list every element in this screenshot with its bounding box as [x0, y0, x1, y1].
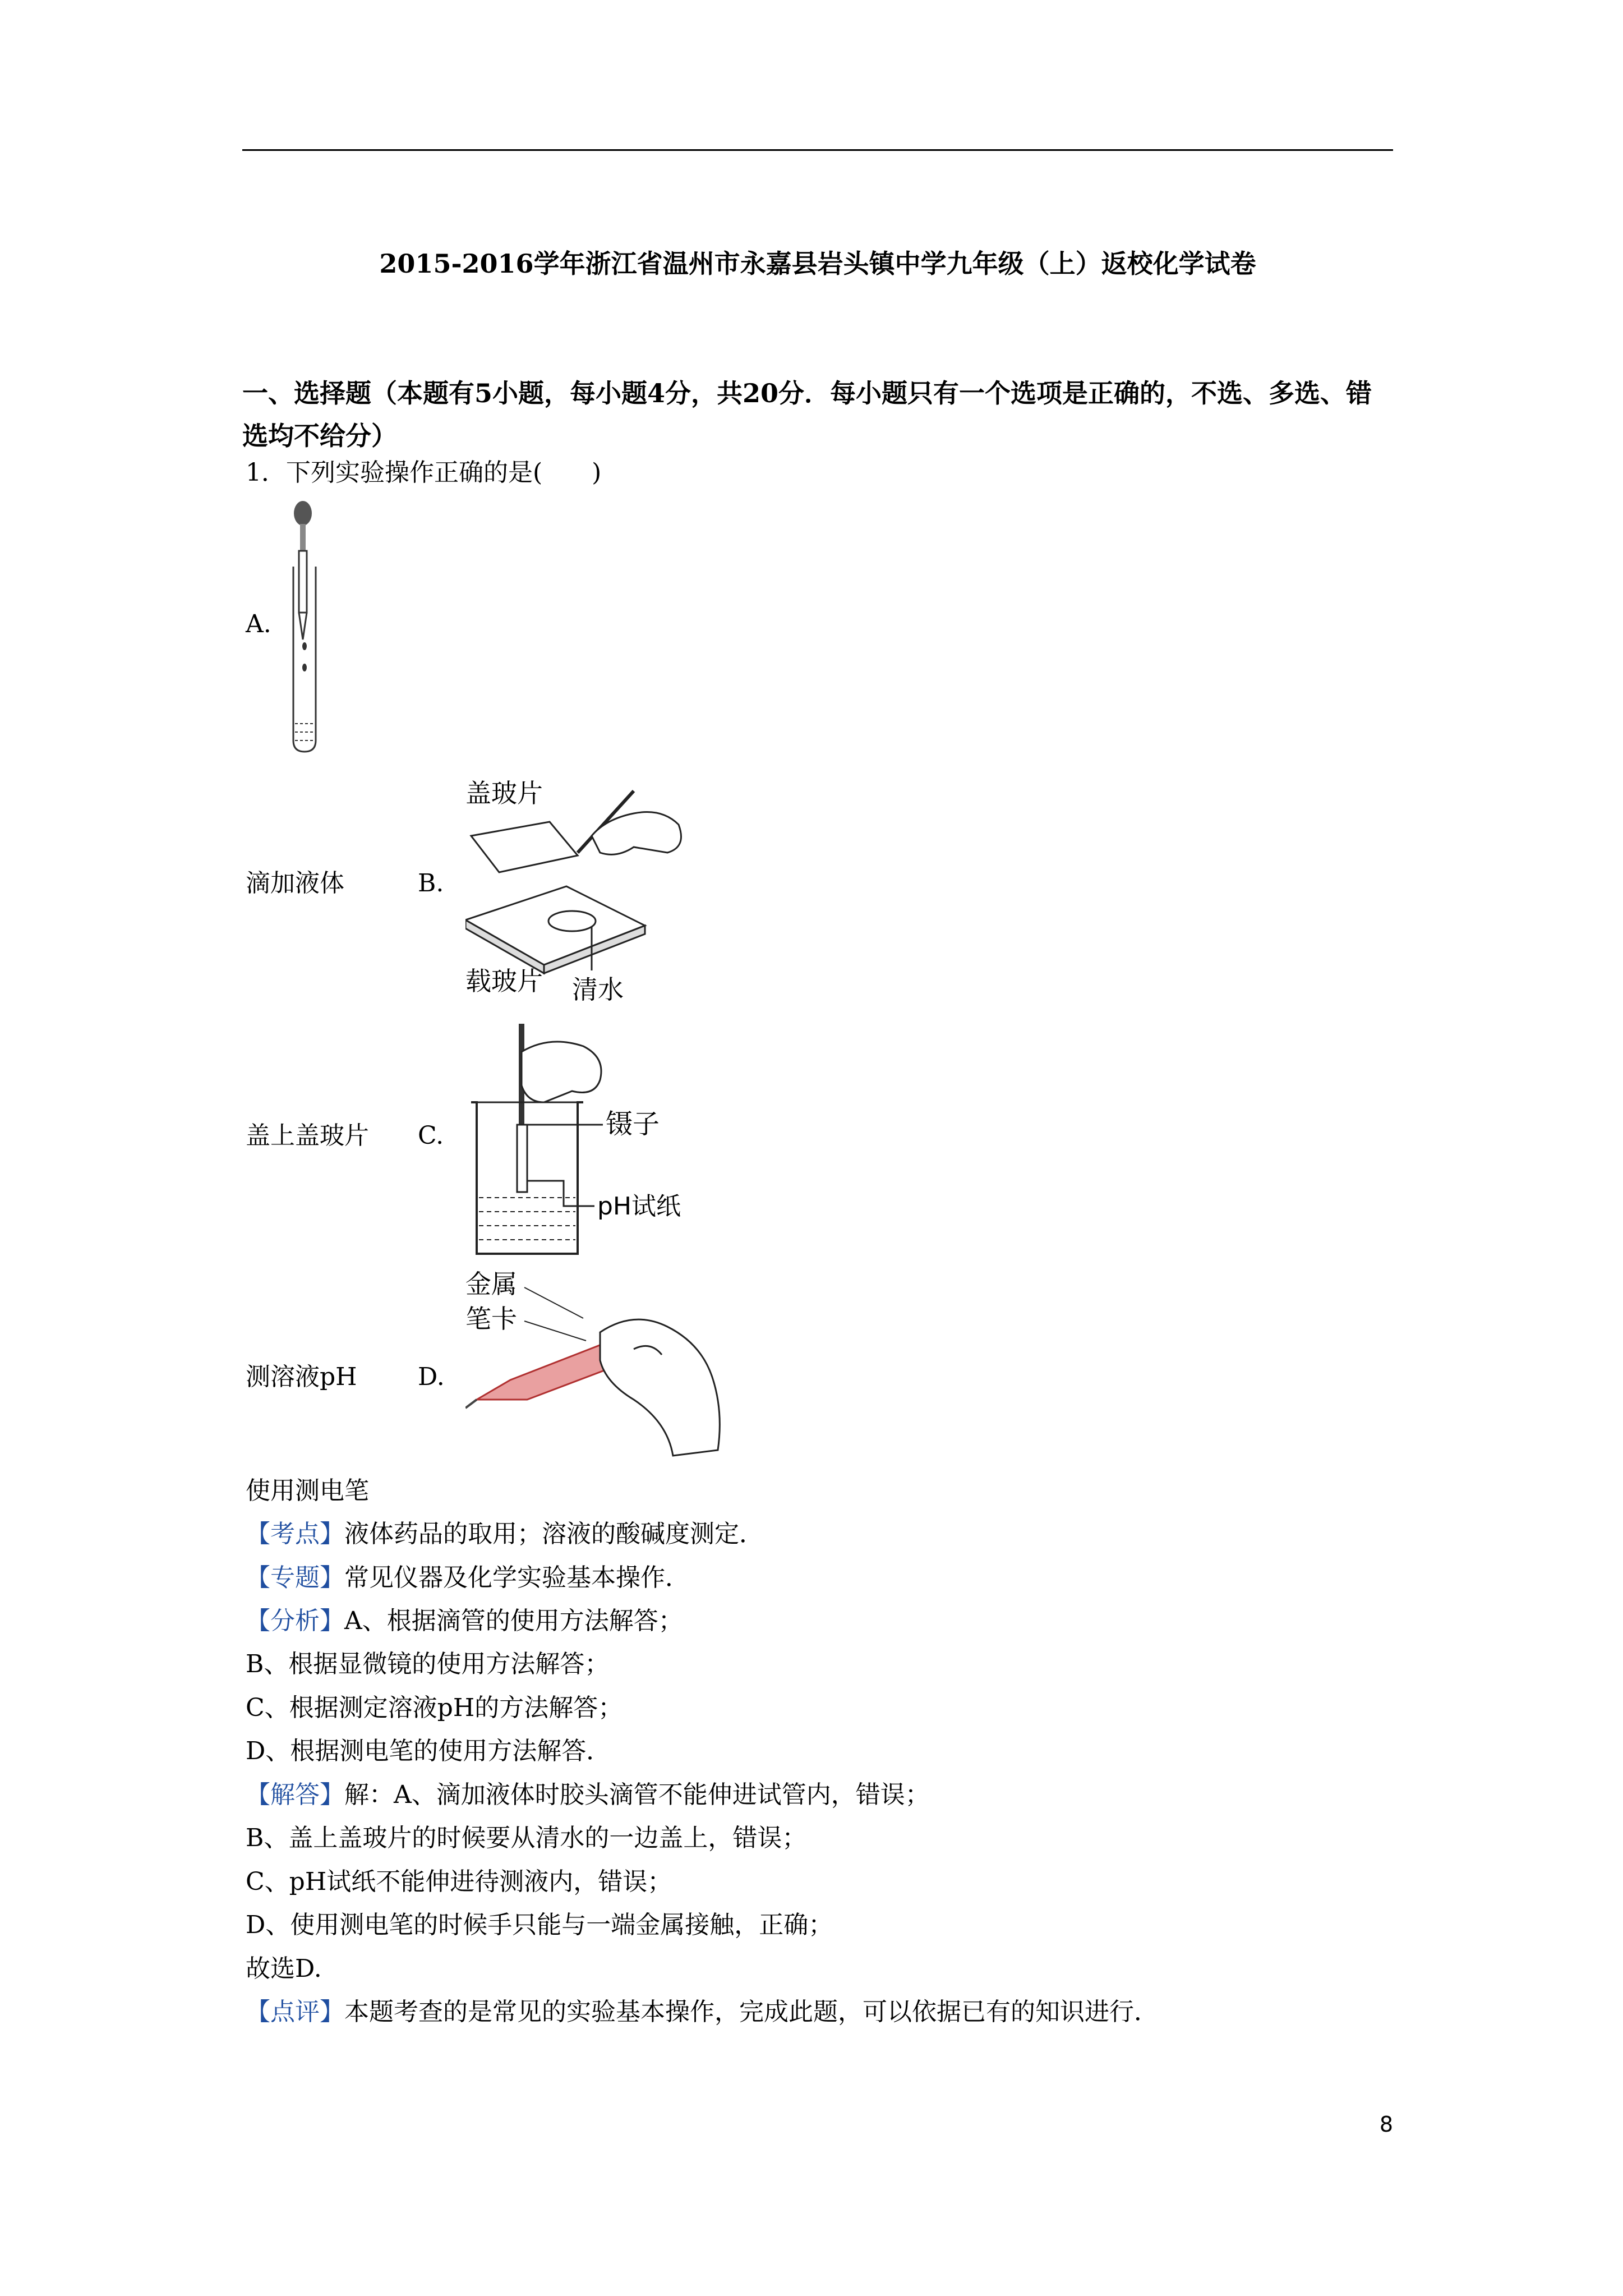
jieda-line-5: 故选D. — [246, 1954, 322, 1983]
zhuanti-line — [246, 1561, 690, 1595]
water-label: 清水 — [572, 974, 624, 1004]
option-d-label: D. — [418, 1363, 445, 1391]
exam-title: 2015-2016学年浙江省温州市永嘉县岩头镇中学九年级（上）返校化学试卷 — [379, 249, 1256, 279]
dropper-test-tube-figure — [278, 499, 339, 754]
dianping-text: 本题考查的是常见的实验基本操作，完成此题，可以依据已有的知识进行． — [344, 1998, 1159, 2026]
option-c-label: C. — [418, 1121, 444, 1150]
kaodian-text: 液体药品的取用；溶液的酸碱度测定． — [344, 1520, 764, 1548]
ph-paper-label: pH试纸 — [597, 1192, 681, 1221]
jieda-line — [246, 1778, 930, 1812]
fenxi-line-4: D、根据测电笔的使用方法解答． — [246, 1737, 611, 1765]
tweezers-label: 镊子 — [606, 1108, 660, 1140]
zhuanti-text: 常见仪器及化学实验基本操作． — [344, 1563, 690, 1592]
ph-test-figure — [465, 1018, 707, 1265]
page-number: 8 — [1379, 2112, 1393, 2137]
header-rule — [242, 149, 1393, 151]
fenxi-line-2: B、根据显微镜的使用方法解答； — [246, 1650, 610, 1678]
option-a-label: A. — [246, 610, 271, 638]
zhuanti-tag: 【专题】 — [246, 1563, 344, 1592]
kaodian-tag: 【考点】 — [246, 1520, 344, 1548]
option-b-caption: 盖上盖玻片 — [246, 1121, 369, 1150]
cover-slip-figure — [465, 769, 701, 1004]
option-a-caption: 滴加液体 — [246, 869, 344, 898]
jieda-line-3: C、pH试纸不能伸进待测液内，错误； — [246, 1867, 672, 1896]
option-c-caption: 测溶液pH — [246, 1363, 357, 1391]
clip-label: 笔卡 — [465, 1304, 517, 1334]
fenxi-line-1: A、根据滴管的使用方法解答； — [344, 1607, 683, 1635]
option-d-caption: 使用测电笔 — [246, 1476, 369, 1505]
cover-slip-label: 盖玻片 — [465, 778, 543, 808]
section-heading: 一、选择题（本题有5小题，每小题4分，共20分．每小题只有一个选项是正确的，不选、多选、错选均不给分） — [242, 378, 1372, 451]
jieda-line-4: D、使用测电笔的时候手只能与一端金属接触，正确； — [246, 1911, 833, 1939]
dianping-tag: 【点评】 — [246, 1998, 344, 2026]
kaodian-line — [246, 1517, 764, 1551]
question-stem: 1．下列实验操作正确的是( ) — [246, 458, 602, 487]
jieda-tag: 【解答】 — [246, 1780, 344, 1809]
test-pen-figure — [465, 1265, 729, 1470]
dianping-line — [246, 1995, 1159, 2029]
fenxi-tag: 【分析】 — [246, 1607, 344, 1635]
metal-label: 金属 — [465, 1269, 517, 1299]
fenxi-line-3: C、根据测定溶液pH的方法解答； — [246, 1694, 623, 1722]
option-b-label: B. — [418, 869, 444, 898]
slide-label: 载玻片 — [465, 966, 543, 996]
jieda-line-2: B、盖上盖玻片的时候要从清水的一边盖上，错误； — [246, 1824, 807, 1852]
jieda-line-1: 解：A、滴加液体时胶头滴管不能伸进试管内，错误； — [344, 1780, 930, 1809]
fenxi-line — [246, 1604, 683, 1638]
